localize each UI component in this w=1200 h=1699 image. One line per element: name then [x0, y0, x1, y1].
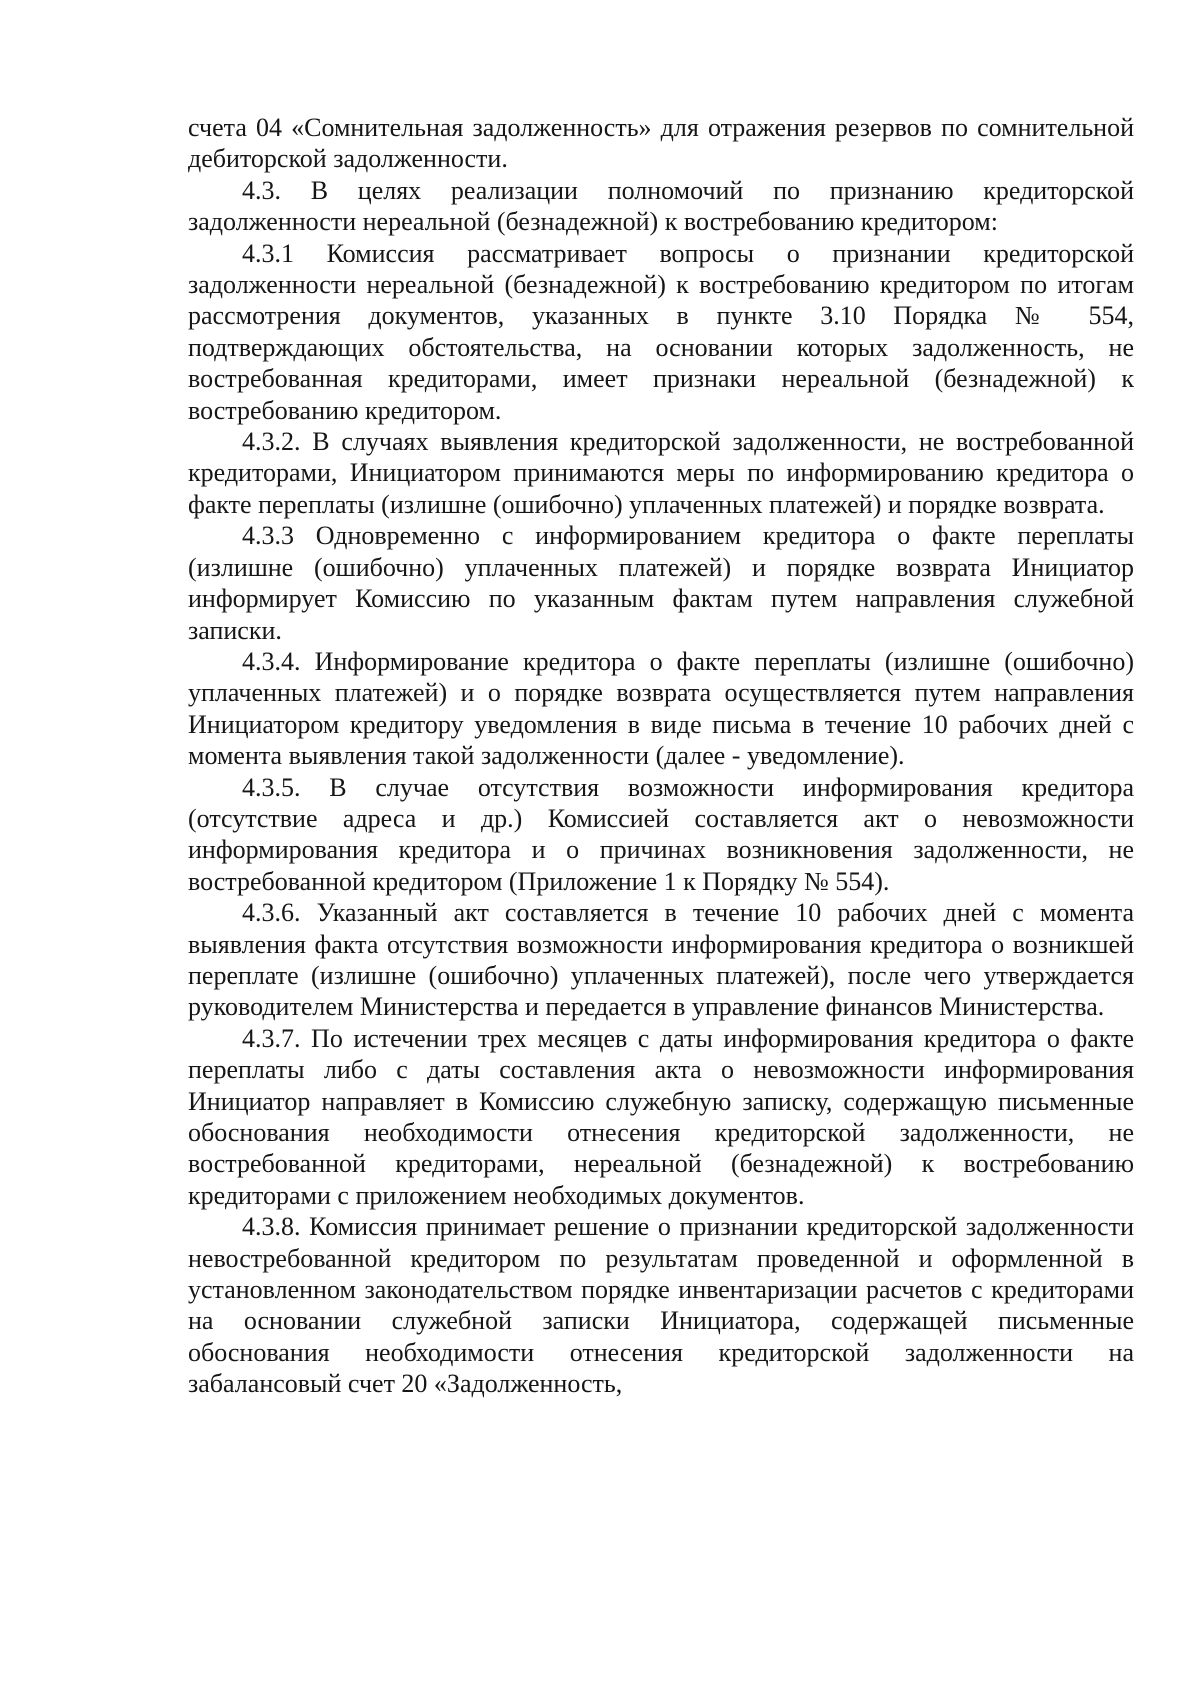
paragraph-4-3-6: 4.3.6. Указанный акт составляется в течение 10 рабочих дней с момента выявления факта отсутствия возможности информирования кредитора о возникшей переплате (излишне (ошибочно) уплаченных платежей), после чего утверждается руководителем Министерства и передается в управление финансов Министерства. [188, 898, 1134, 1022]
paragraph-4-3-2: 4.3.2. В случаях выявления кредиторской задолженности, не востребованной кредиторами, Инициатором принимаются меры по информированию кредитора о факте переплаты (излишне (ошибочно) уплаченных платежей) и порядке возврата. [188, 427, 1134, 519]
paragraph-4-3-5: 4.3.5. В случае отсутствия возможности информирования кредитора (отсутствие адреса и др.) Комиссией составляется акт о невозможности информирования кредитора и о причинах возникновения задолженности, не востребованной кредитором (Приложение 1 к Порядку № 554). [188, 772, 1134, 896]
paragraph-4-3-4: 4.3.4. Информирование кредитора о факте переплаты (излишне (ошибочно) уплаченных платежей) и о порядке возврата осуществляется путем направления Инициатором кредитору уведомления в виде письма в течение 10 рабочих дней с момента выявления такой задолженности (далее - уведомление). [188, 646, 1134, 771]
document-page [188, 112, 1134, 1400]
paragraph-4-3: 4.3. В целях реализации полномочий по признанию кредиторской задолженности нереальной (безнадежной) к востребованию кредитором: [188, 175, 1134, 237]
paragraph-4-3-7: 4.3.7. По истечении трех месяцев с даты информирования кредитора о факте переплаты либо с даты составления акта о невозможности информирования Инициатор направляет в Комиссию служебную записку, содержащую письменные обоснования необходимости отнесения кредиторской задолженности, не востребованной кредиторами, нереальной (безнадежной) к востребованию кредиторами с приложением необходимых документов. [188, 1023, 1134, 1210]
paragraph-4-3-8: 4.3.8. Комиссия принимает решение о признании кредиторской задолженности невостребованной кредитором по результатам проведенной и оформленной в установленном законодательством порядке инвентаризации расчетов с кредиторами на основании служебной записки Инициатора, содержащей письменные обоснования необходимости отнесения кредиторской задолженности на забалансовый счет 20 «Задолженность, [188, 1212, 1134, 1399]
paragraph-4-3-3: 4.3.3 Одновременно с информированием кредитора о факте переплаты (излишне (ошибочно) уплаченных платежей) и порядке возврата Инициатор информирует Комиссию по указанным фактам путем направления служебной записки. [188, 521, 1134, 645]
paragraph-4-3-1: 4.3.1 Комиссия рассматривает вопросы о признании кредиторской задолженности нереальной (безнадежной) к востребованию кредитором по итогам рассмотрения документов, указанных в пункте 3.10 Порядка № 554, подтверждающих обстоятельства, на основании которых задолженность, не востребованная кредиторами, имеет признаки нереальной (безнадежной) к востребованию кредитором. [188, 238, 1134, 425]
paragraph-account-04: счета 04 «Сомнительная задолженность» для отражения резервов по сомнительной дебиторской задолженности. [188, 113, 1134, 174]
